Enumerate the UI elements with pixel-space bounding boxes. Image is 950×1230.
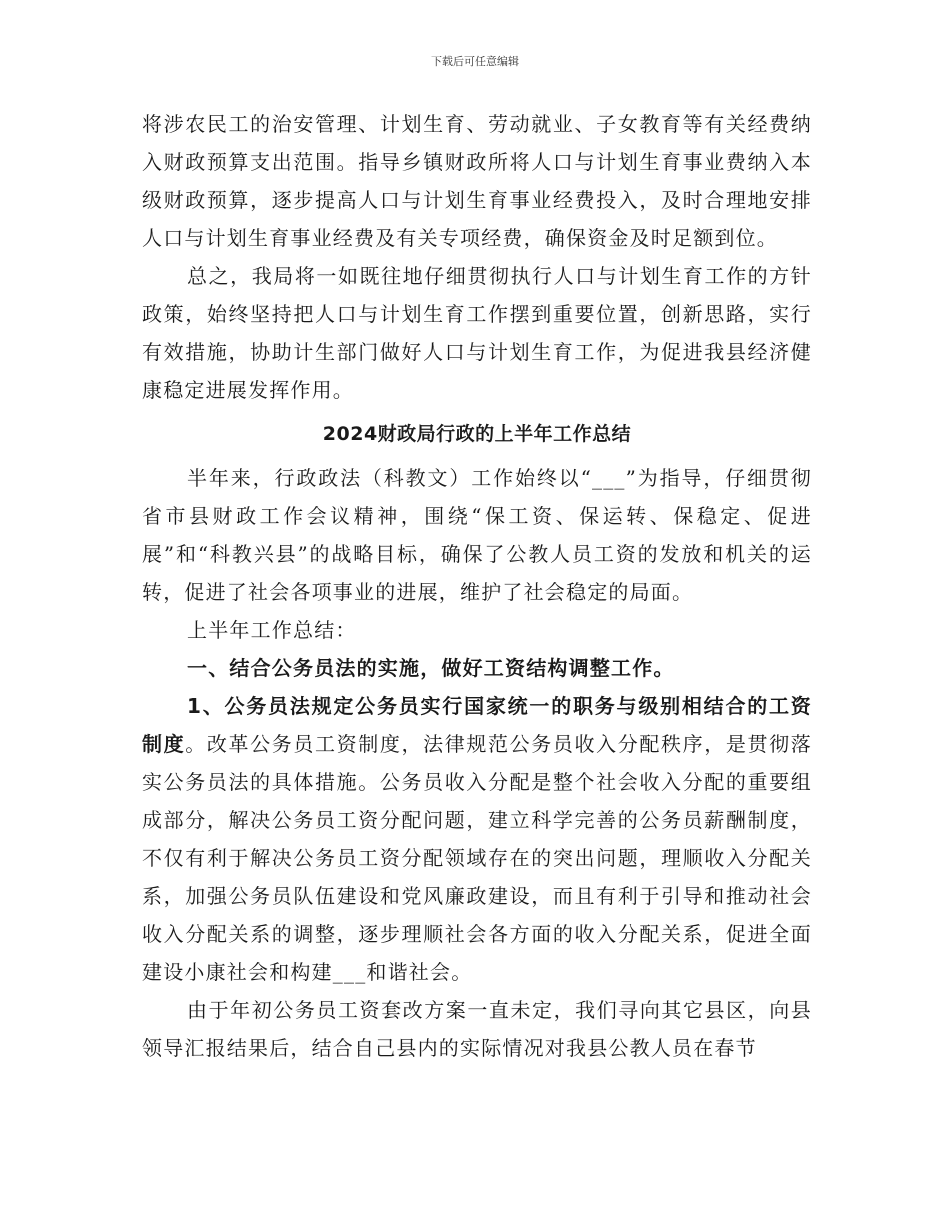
paragraph-text: 。改革公务员工资制度，法律规范公务员收入分配秩序，是贯彻落实公务员法的具体措施。公务员收入分配是整个社会收入分配的重要组成部分，解决公务员工资分配问题，建立科学完善的公务员薪酬制度，不仅有利于解决公务员工资分配领域存在的突出问题，理顺收入分配关系，加强公务员队伍建设和党风廉政建设，而且有利于引导和推动社会收入分配关系的调整，逐步理顺社会各方面的收入分配关系，促进全面建设小康社会和构建___和谐社会。 <box>142 732 812 984</box>
page-header: 下载后可任意编辑 <box>431 55 519 68</box>
document-body <box>142 105 812 1067</box>
paragraph: 半年来，行政政法（科教文）工作始终以“___”为指导，仔细贯彻省市县财政工作会议精神，围绕“保工资、保运转、保稳定、促进展”和“科教兴县”的战略目标，确保了公教人员工资的发放和机关的运转，促进了社会各项事业的进展，维护了社会稳定的局面。 <box>142 466 812 604</box>
section-heading: 一、结合公务员法的实施，做好工资结构调整工作。 <box>187 656 675 680</box>
paragraph: 将涉农民工的治安管理、计划生育、劳动就业、子女教育等有关经费纳入财政预算支出范围。指导乡镇财政所将人口与计划生育事业费纳入本级财政预算，逐步提高人口与计划生育事业经费投入，及时合理地安排人口与计划生育事业经费及有关专项经费，确保资金及时足额到位。 <box>142 112 812 250</box>
paragraph: 总之，我局将一如既往地仔细贯彻执行人口与计划生育工作的方针政策，始终坚持把人口与计划生育工作摆到重要位置，创新思路，实行有效措施，协助计生部门做好人口与计划生育工作，为促进我县经济健康稳定进展发挥作用。 <box>142 264 812 402</box>
paragraph: 由于年初公务员工资套改方案一直未定，我们寻向其它县区，向县领导汇报结果后，结合自己县内的实际情况对我县公教人员在春节 <box>142 998 812 1060</box>
paragraph: 上半年工作总结： <box>187 618 357 642</box>
paragraph-lead: 1、公务员法规定公务员实行国家统一的职务与级别相结合的工资制度 <box>142 694 812 756</box>
paragraph <box>142 687 812 991</box>
section-title: 2024财政局行政的上半年工作总结 <box>322 423 632 445</box>
